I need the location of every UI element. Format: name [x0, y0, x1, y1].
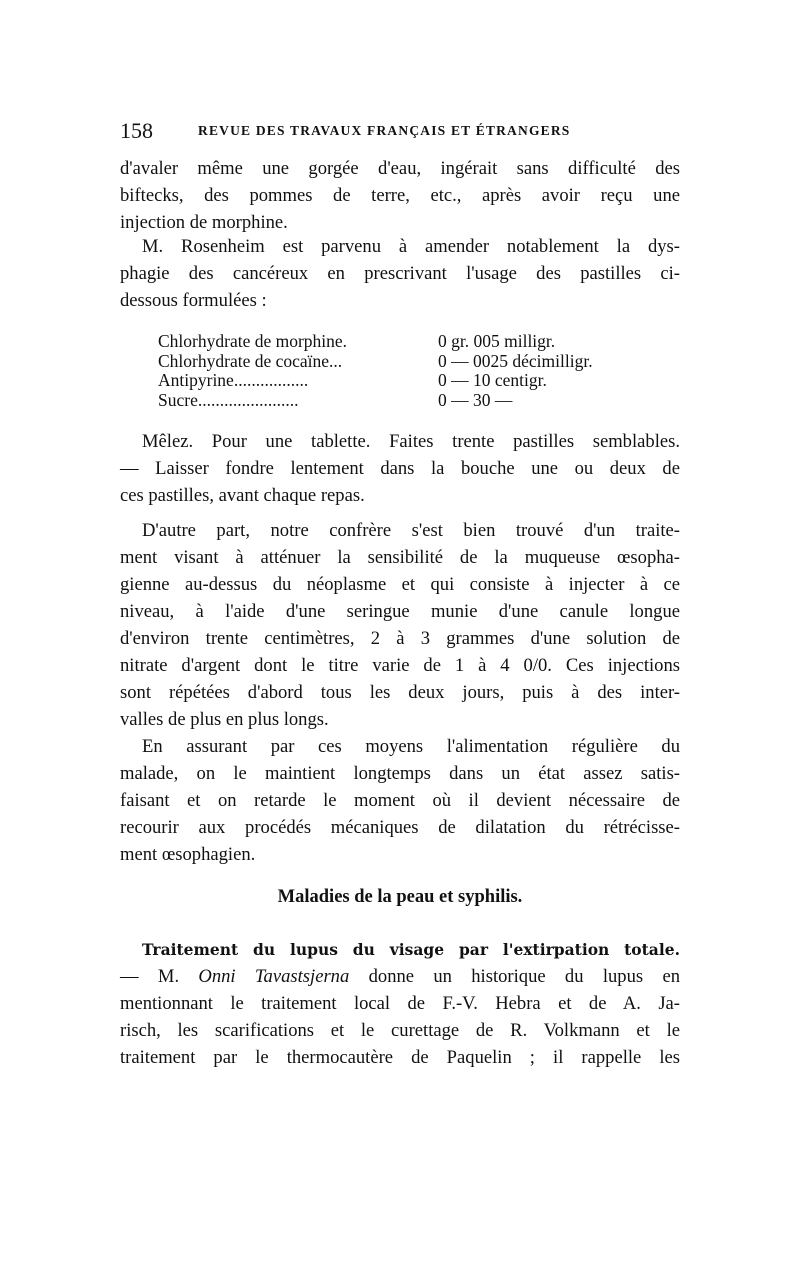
text-line: recourir aux procédés mécaniques de dilatation du rétrécisse-: [120, 817, 680, 838]
text-line: En assurant par ces moyens l'alimentation régulière du: [142, 736, 680, 757]
text-line: gienne au-dessus du néoplasme et qui consiste à injecter à ce: [120, 574, 680, 595]
text-line: ces pastilles, avant chaque repas.: [120, 485, 365, 506]
paragraph-1: [120, 155, 680, 236]
ingredient-dose: 0 — 30 —: [438, 389, 513, 410]
text-line: d'avaler même une gorgée d'eau, ingérait sans difficulté des: [120, 158, 680, 179]
text-line: ment œsophagien.: [120, 844, 256, 865]
ingredient-dose: 0 — 0025 décimilligr.: [438, 350, 593, 371]
text-line: nitrate d'argent dont le titre varie de 1 à 4 0/0. Ces injections: [120, 655, 680, 676]
text-line: traitement par le thermocautère de Paquelin ; il rappelle les: [120, 1047, 680, 1068]
ingredient-name: Chlorhydrate de morphine.: [158, 331, 348, 351]
text-line: faisant et on retarde le moment où il devient nécessaire de: [120, 790, 680, 811]
text-line: [120, 936, 680, 963]
paragraph-4: [120, 517, 680, 733]
line-rest: donne un historique du lupus en: [368, 966, 680, 987]
paragraph-2: [120, 233, 680, 314]
text-line: mentionnant le traitement local de F.-V. Hebra et de A. Ja-: [120, 993, 680, 1014]
page-number: 158: [120, 118, 153, 143]
ingredient-name: Sucre.......................: [158, 389, 299, 410]
text-line: D'autre part, notre confrère s'est bien trouvé d'un traite-: [142, 520, 680, 541]
running-head: REVUE DES TRAVAUX FRANÇAIS ET ÉTRANGERS: [198, 123, 571, 138]
runin-title: Traitement du lupus du visage par l'extirpation totale.: [142, 940, 680, 959]
text-line: malade, on le maintient longtemps dans un état assez satis-: [120, 763, 680, 784]
page-header: [120, 118, 680, 144]
text-line: injection de morphine.: [120, 212, 288, 233]
ingredient-name: Antipyrine.................: [158, 370, 309, 390]
ingredient-dose: 0 — 10 centigr.: [438, 370, 547, 390]
prescription-row: [158, 352, 658, 372]
text-line: d'environ trente centimètres, 2 à 3 grammes d'une solution de: [120, 628, 680, 649]
text-line: risch, les scarifications et le curettage de R. Volkmann et le: [120, 1020, 680, 1041]
text-line: ment visant à atténuer la sensibilité de la muqueuse œsopha-: [120, 547, 680, 568]
text-line: niveau, à l'aide d'une seringue munie d'une canule longue: [120, 601, 680, 622]
paragraph-5: [120, 733, 680, 868]
text-line: — Laisser fondre lentement dans la bouche une ou deux de: [120, 458, 680, 479]
prescription-row: [158, 371, 658, 391]
text-line: dessous formulées :: [120, 290, 267, 311]
text-line: M. Rosenheim est parvenu à amender notablement la dys-: [142, 236, 680, 257]
paragraph-3: [120, 428, 680, 509]
prescription-row: [158, 391, 658, 411]
text-line: sont répétées d'abord tous les deux jours, puis à des inter-: [120, 682, 680, 703]
author-name: Onni Tavastsjerna: [198, 966, 350, 987]
prescription-row: [158, 332, 658, 352]
text-line: biftecks, des pommes de terre, etc., après avoir reçu une: [120, 185, 680, 206]
ingredient-name: Chlorhydrate de cocaïne...: [158, 350, 343, 371]
text-line: Mêlez. Pour une tablette. Faites trente pastilles semblables.: [142, 431, 680, 452]
section-title: Maladies de la peau et syphilis.: [277, 887, 523, 907]
dash-prefix: — M.: [120, 966, 180, 987]
text-line: valles de plus en plus longs.: [120, 709, 329, 730]
prescription-formula: [158, 332, 658, 410]
ingredient-dose: 0 gr. 005 milligr.: [438, 331, 556, 351]
text-line: [120, 963, 680, 990]
paragraph-6: [120, 936, 680, 1071]
text-line: phagie des cancéreux en prescrivant l'usage des pastilles ci-: [120, 263, 680, 284]
